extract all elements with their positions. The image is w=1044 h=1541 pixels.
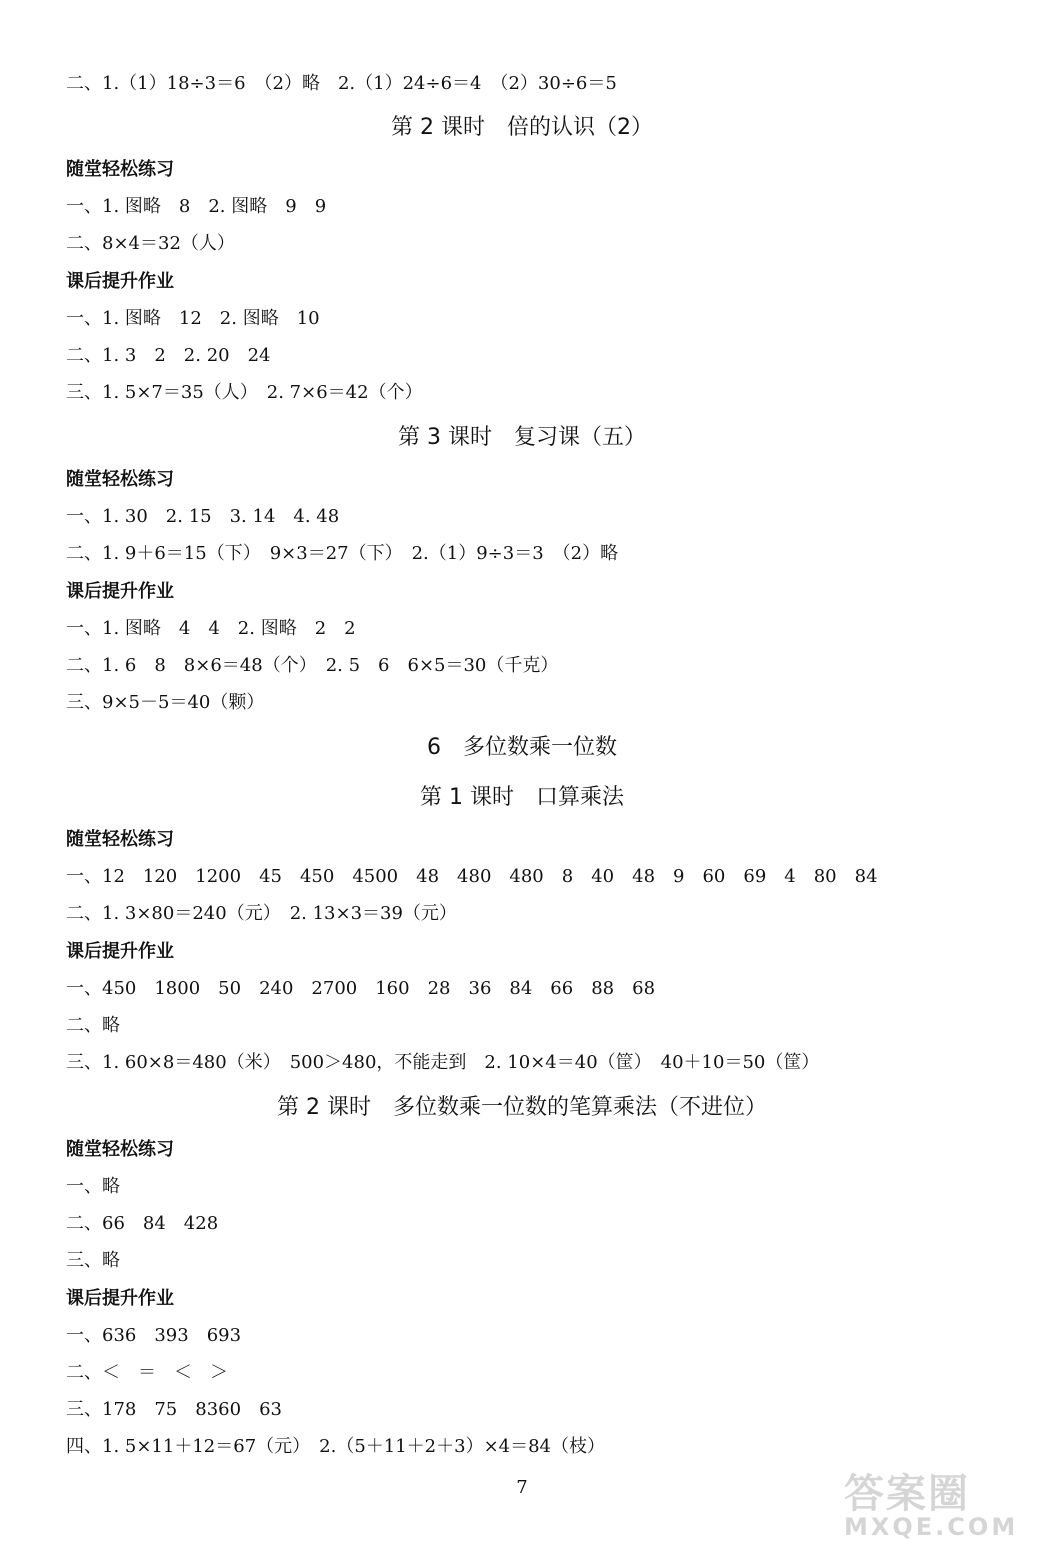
section-label-in-class: 随堂轻松练习 [66, 829, 174, 850]
lesson-heading: 第 1 课时 口算乘法 [420, 785, 624, 810]
answer-line: 二、66 84 428 [66, 1213, 219, 1234]
watermark-url: MXQE.COM [844, 1513, 1019, 1541]
answer-line: 三、178 75 8360 63 [66, 1399, 282, 1420]
answer-line: 三、1. 5×7＝35（人） 2. 7×6＝42（个） [66, 382, 423, 403]
lesson-heading: 第 2 课时 多位数乘一位数的笔算乘法（不进位） [277, 1095, 767, 1120]
answer-line: 二、1. 3×80＝240（元） 2. 13×3＝39（元） [66, 903, 457, 924]
section-label-after-class: 课后提升作业 [66, 581, 174, 602]
page-number: 7 [516, 1477, 528, 1498]
section-label-after-class: 课后提升作业 [66, 1288, 174, 1309]
answer-line: 二、1. 6 8 8×6＝48（个） 2. 5 6 6×5＝30（千克） [66, 655, 559, 676]
section-label-after-class: 课后提升作业 [66, 271, 174, 292]
answer-line: 一、12 120 1200 45 450 4500 48 480 480 8 40 48 9 60 69 4 80 84 [66, 866, 878, 887]
section-label-in-class: 随堂轻松练习 [66, 159, 174, 180]
answer-line: 一、1. 图略 8 2. 图略 9 9 [66, 196, 327, 217]
answer-line: 一、636 393 693 [66, 1325, 242, 1346]
lesson-heading: 第 3 课时 复习课（五） [398, 425, 646, 450]
answer-line: 三、略 [66, 1250, 120, 1271]
answer-line: 二、＜ ＝ ＜ ＞ [66, 1362, 228, 1383]
answer-line: 一、略 [66, 1176, 120, 1197]
answer-line: 二、1. 3 2 2. 20 24 [66, 345, 271, 366]
watermark-logo [844, 1462, 1034, 1541]
answer-line: 一、450 1800 50 240 2700 160 28 36 84 66 88 68 [66, 978, 656, 999]
lesson-heading: 第 2 课时 倍的认识（2） [391, 115, 653, 140]
watermark-text: 答案圈 [844, 1471, 970, 1517]
answer-line: 二、1. 9＋6＝15（下） 9×3＝27（下） 2.（1）9÷3＝3 （2）略 [66, 543, 619, 564]
answer-line: 二、1.（1）18÷3＝6 （2）略 2.（1）24÷6＝4 （2）30÷6＝5 [66, 73, 617, 94]
answer-line: 一、1. 30 2. 15 3. 14 4. 48 [66, 506, 340, 527]
answer-line: 一、1. 图略 12 2. 图略 10 [66, 308, 320, 329]
answer-line: 二、略 [66, 1015, 120, 1036]
answer-line: 三、1. 60×8＝480（米） 500＞480，不能走到 2. 10×4＝40（筐） 40＋10＝50（筐） [66, 1052, 820, 1073]
section-label-in-class: 随堂轻松练习 [66, 1139, 174, 1160]
answer-line: 四、1. 5×11＋12＝67（元） 2.（5＋11＋2＋3）×4＝84（枝） [66, 1436, 606, 1457]
answer-line: 三、9×5－5＝40（颗） [66, 692, 265, 713]
answer-line: 一、1. 图略 4 4 2. 图略 2 2 [66, 618, 356, 639]
answer-line: 二、8×4＝32（人） [66, 233, 235, 254]
unit-heading: 6 多位数乘一位数 [427, 735, 617, 760]
section-label-in-class: 随堂轻松练习 [66, 469, 174, 490]
section-label-after-class: 课后提升作业 [66, 941, 174, 962]
